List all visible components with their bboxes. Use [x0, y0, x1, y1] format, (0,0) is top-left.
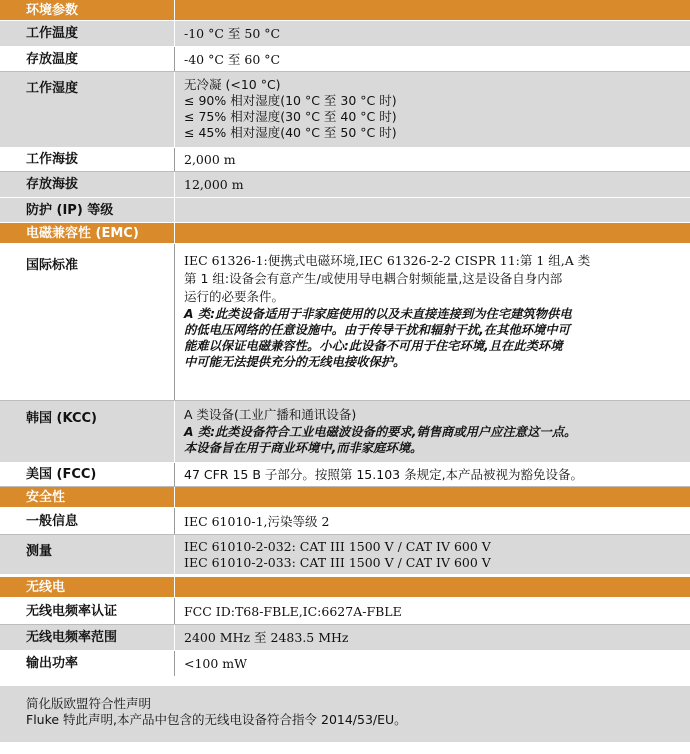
- row-value: 2400 MHz 至 2483.5 MHz: [184, 630, 349, 645]
- declaration-text: Fluke 特此声明,本产品中包含的无线电设备符合指令 2014/53/EU。: [26, 712, 407, 727]
- table-row: [0, 21, 690, 47]
- table-row: [0, 148, 690, 172]
- section-title: 电磁兼容性 (EMC): [0, 223, 175, 243]
- row-label: 存放海拔: [0, 172, 175, 197]
- table-row: [0, 625, 690, 651]
- section-header-wireless: [0, 577, 690, 598]
- row-value: [175, 198, 690, 222]
- row-label: 工作海拔: [0, 148, 175, 171]
- table-row: [0, 651, 690, 676]
- row-label: 一般信息: [0, 508, 175, 534]
- row-value: 2,000 m: [184, 152, 236, 167]
- row-label: 测量: [0, 535, 175, 574]
- row-value: A 类设备(工业广播和通讯设备) A 类:此类设备符合工业电磁波设备的要求,销售商或用户应注意这一点。 本设备旨在用于商业环境中,而非家庭环境。: [184, 407, 577, 455]
- row-value: IEC 61326-1:便携式电磁环境,IEC 61326-2-2 CISPR 11:第 1 组,A 类 第 1 组:设备会有意产生/或使用导电耦合射频能量,这是设备自身内部 运行的必要条件。 A 类:此类设备适用于非家庭使用的以及未直接连接到为住宅建筑物供电 的低电压网络的任意设施中。由于传导干扰和辐射干扰,在其他环境中可 能难以保证电磁兼容性。小心:此设备不可用于住宅环境,且在此类环境 中可能无法提供充分的无线电接收保护。: [184, 253, 591, 369]
- table-row: [0, 244, 690, 401]
- table-row: [0, 401, 690, 463]
- row-label: 韩国 (KCC): [0, 401, 175, 462]
- row-label: 存放温度: [0, 47, 175, 71]
- row-label: 无线电频率范围: [0, 625, 175, 650]
- row-value: 12,000 m: [184, 177, 244, 192]
- row-value: -40 °C 至 60 °C: [184, 52, 281, 67]
- row-value: <100 mW: [184, 656, 248, 671]
- table-row: [0, 72, 690, 148]
- section-header-safety: [0, 487, 690, 508]
- table-row: [0, 508, 690, 535]
- row-value: IEC 61010-2-032: CAT III 1500 V / CAT IV 600 V IEC 61010-2-033: CAT III 1500 V / CAT IV 600 V: [184, 539, 491, 570]
- table-row: [0, 198, 690, 223]
- row-value: 无冷凝 (<10 °C) ≤ 90% 相对湿度(10 °C 至 30 °C 时) ≤ 75% 相对湿度(30 °C 至 40 °C 时) ≤ 45% 相对湿度(40 °C 至 50 °C 时): [184, 77, 397, 140]
- section-title: 无线电: [0, 577, 175, 597]
- row-label: 无线电频率认证: [0, 598, 175, 624]
- section-header-emc: [0, 223, 690, 244]
- row-label: 防护 (IP) 等级: [0, 198, 175, 222]
- section-header-environment: [0, 0, 690, 21]
- row-label: 美国 (FCC): [0, 463, 175, 486]
- table-row: [0, 463, 690, 487]
- eu-declaration: [0, 686, 690, 742]
- row-value: -10 °C 至 50 °C: [184, 26, 281, 41]
- section-title: 安全性: [0, 487, 175, 507]
- table-row: [0, 598, 690, 625]
- row-label: 输出功率: [0, 651, 175, 676]
- section-title: 环境参数: [0, 0, 175, 20]
- row-value: 47 CFR 15 B 子部分。按照第 15.103 条规定,本产品被视为豁免设备。: [184, 467, 584, 482]
- table-row: [0, 535, 690, 575]
- table-row: [0, 47, 690, 72]
- row-label: 国际标准: [0, 244, 175, 400]
- row-label: 工作温度: [0, 21, 175, 46]
- table-row: [0, 172, 690, 198]
- row-value: FCC ID:T68-FBLE,IC:6627A-FBLE: [184, 604, 402, 619]
- row-label: 工作湿度: [0, 72, 175, 147]
- declaration-title: 简化版欧盟符合性声明: [26, 696, 152, 711]
- row-value: IEC 61010-1,污染等级 2: [184, 514, 330, 529]
